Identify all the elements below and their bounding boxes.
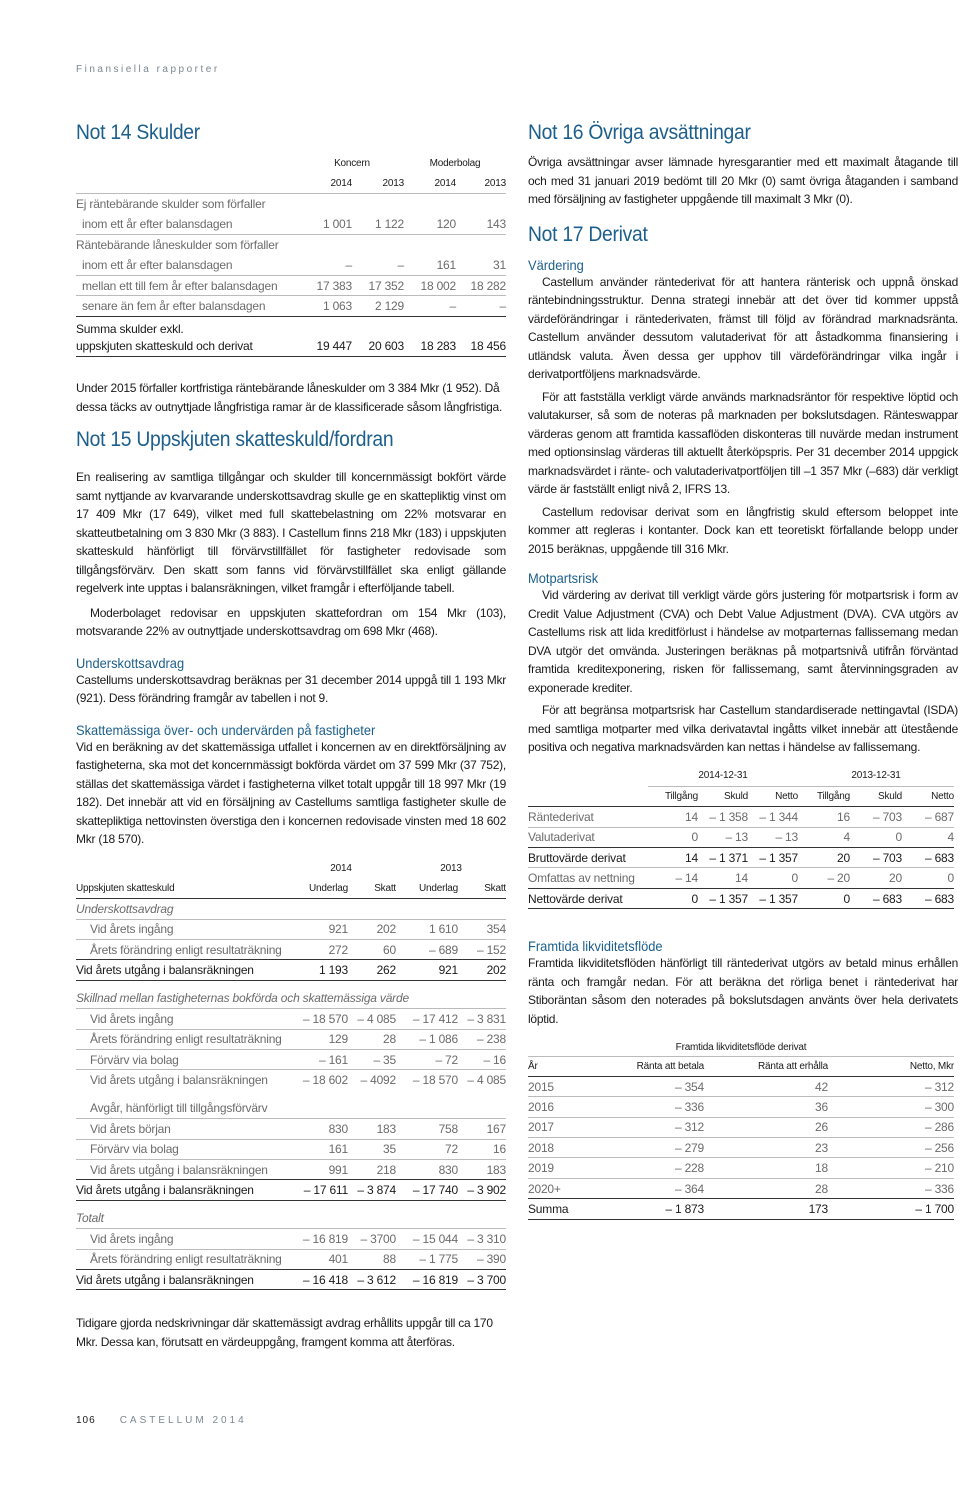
cell: 202 [376, 922, 396, 937]
not17-paragraph-6: Framtida likviditetsflöden hänförligt till räntederivat utgörs av betald minus erhållen ränta och framgår nedan. För att beräkna det rörliga benet i räntederivat har Stiboräntan såsom den noterades på bokslutsdagen använts över hela derivatets löptid. [528, 956, 958, 1026]
cell: – 689 [428, 942, 458, 957]
cell: 991 [328, 1162, 348, 1177]
footer-brand: CASTELLUM 2014 [119, 1415, 247, 1426]
section-label: Avgår, hänförligt till tillgångsförvärv [90, 1101, 268, 1116]
sum-cell: – 1 700 [915, 1201, 954, 1216]
motpartsrisk-heading: Motpartsrisk [528, 570, 599, 586]
date-header: 2014-12-31 [648, 766, 798, 786]
cell: – 1 357 [709, 891, 748, 906]
cell: – 210 [924, 1161, 954, 1176]
group-koncern: Koncern [334, 157, 370, 169]
row-label: Årets förändring enligt resultaträkning [90, 1252, 282, 1267]
table-row [76, 1009, 506, 1029]
cell: – 336 [924, 1181, 954, 1196]
cell: 60 [383, 942, 396, 957]
cell: 2 129 [374, 298, 404, 313]
cell: 1 001 [322, 217, 352, 232]
flow-table-wrap [528, 1040, 954, 1220]
cell: 20 [889, 871, 902, 886]
cell: 0 [791, 871, 798, 886]
cell: – 1 371 [709, 850, 748, 865]
cell: – 17 412 [412, 1011, 458, 1026]
col-header: Netto [931, 791, 954, 803]
cell: 28 [815, 1181, 828, 1196]
cell: – 18 570 [302, 1011, 348, 1026]
table-row [76, 1139, 506, 1159]
col-header: Ränta att betala [636, 1060, 704, 1072]
cell: – 152 [476, 942, 506, 957]
cell: – 1 775 [419, 1252, 458, 1267]
vardering-heading: Värdering [528, 256, 584, 273]
year-header: 2013 [382, 177, 404, 189]
col-header: Skatt [374, 882, 396, 894]
cell: – 16 [483, 1052, 506, 1067]
cell: – 683 [924, 891, 954, 906]
year-header: 2013 [440, 862, 462, 874]
not15-section [76, 428, 506, 849]
table-row [76, 1159, 506, 1179]
sum-cell: 20 603 [368, 339, 404, 354]
cell: – 300 [924, 1099, 954, 1114]
cell: 262 [376, 963, 396, 978]
table-row [76, 1050, 506, 1070]
section-label: Underskottsavdrag [76, 901, 174, 916]
table-row [528, 1097, 954, 1117]
sum-label: uppskjuten skatteskuld och derivat [76, 339, 253, 354]
cell: 20 [837, 850, 850, 865]
cell: 31 [493, 257, 506, 272]
not14-table [76, 153, 506, 357]
cell: – 1 086 [419, 1032, 458, 1047]
table-row [76, 1229, 506, 1249]
cell: 202 [486, 963, 506, 978]
cell: 2018 [528, 1140, 554, 1155]
col-header: Tillgång [816, 791, 850, 803]
col-header: Underlag [419, 882, 458, 894]
cell: 1 122 [374, 217, 404, 232]
cell: – 20 [827, 871, 850, 886]
cell: 72 [445, 1142, 458, 1157]
not17-paragraph-4: Vid värdering av derivat till verkligt värde görs justering för motpartsrisk i form av Credit Value Adjustment (CVA) och Debt Value Adjustment (DVA). CVA utgörs av Castellums risk att lida kreditförlust i händelse av motparternas fallissemang medan DVA utgör det omvända. Justeringen beräknas på motpartsnivå utifrån förväntad framtida kreditexponering, risken för fallissemang, samt återvinningsgraden av exponerade krediter. [528, 588, 958, 695]
not15-paragraph-4: Vid en beräkning av det skattemässiga utfallet i koncernen av en direktförsäljning av fastigheterna, ska mot det koncernmässigt bokförda värdet om 37 599 Mkr (37 752), ställas det skattemässiga värdet i fastigheterna vilket totalt uppgår till 18 997 Mkr (19 182). Det innebär att vid en försäljning av Castellums samtliga fastigheter skulle de skattepliktiga nettovinsten överstiga den i koncernen redovisade vinsten med 18 602 Mkr (18 570). [76, 739, 506, 846]
cell: 183 [376, 1121, 396, 1136]
cell: – 336 [674, 1099, 704, 1114]
cell: 354 [486, 922, 506, 937]
cell: – 279 [674, 1140, 704, 1155]
col-header: Skuld [723, 791, 748, 803]
row-label: Vid årets ingång [90, 922, 174, 937]
cell: 921 [438, 963, 458, 978]
section-label: Skillnad mellan fastigheternas bokförda och skattemässiga värde [76, 991, 409, 1006]
group-moderbolag: Moderbolag [429, 157, 481, 169]
sum-label: Summa [528, 1201, 569, 1216]
row-label: Vid årets utgång i balansräkningen [76, 1183, 254, 1198]
col-header: Netto, Mkr [909, 1060, 954, 1072]
table-row [76, 960, 506, 980]
year-header: 2014 [434, 177, 456, 189]
table-row [76, 940, 506, 960]
row-label: Vid årets ingång [90, 1231, 174, 1246]
cell: 18 002 [420, 278, 456, 293]
row-label: Årets förändring enligt resultaträkning [90, 942, 282, 957]
table-row [76, 1070, 506, 1090]
table-row [528, 1076, 954, 1096]
cell: 1 193 [318, 963, 348, 978]
cell: 129 [328, 1032, 348, 1047]
cell: 830 [438, 1162, 458, 1177]
cell: – 687 [924, 809, 954, 824]
cell: 2019 [528, 1161, 554, 1176]
cell: 2020+ [528, 1181, 561, 1196]
not17-paragraph-1: Castellum använder räntederivat för att hantera ränterisk och uppnå önskad räntebindningsstruktur. Denna strategi innebär att det över tid kommer uppstå värdeförändringar i räntederivaten, främst till följd av förändrad marknadsränta. Castellum använder dessutom valutaderivat för att åstadkomma finansiering i utländsk valuta. Även dessa ger upphov till värdeförändringar vilka ingår i derivatportföljens marknadsvärde. [528, 274, 958, 381]
date-header: 2013-12-31 [798, 766, 954, 786]
derivat-table-wrap [528, 766, 954, 909]
cell: 23 [815, 1140, 828, 1155]
cell: – 1 357 [759, 891, 798, 906]
cell: 183 [486, 1162, 506, 1177]
row-label: Vid årets ingång [90, 1011, 174, 1026]
table-row [528, 827, 954, 847]
cell: – 3 902 [467, 1183, 506, 1198]
table-row [528, 1158, 954, 1178]
cell: – 4 085 [357, 1011, 396, 1026]
flow-table [528, 1040, 954, 1220]
cell: 0 [895, 830, 902, 845]
cell: – 238 [476, 1032, 506, 1047]
cell: 921 [328, 922, 348, 937]
row-label: Vid årets utgång i balansräkningen [90, 1073, 268, 1088]
derivat-table [528, 766, 954, 909]
col-header: År [528, 1060, 538, 1072]
table-row [76, 1249, 506, 1269]
cell: 42 [815, 1079, 828, 1094]
cell: – 286 [924, 1120, 954, 1135]
row-label: Förvärv via bolag [90, 1142, 179, 1157]
cell: 2017 [528, 1120, 554, 1135]
cell: – 683 [924, 850, 954, 865]
table-row [76, 1119, 506, 1139]
cell: 4 [843, 830, 850, 845]
row-label: inom ett år efter balansdagen [82, 217, 233, 232]
right-column [528, 121, 960, 757]
cell: 0 [843, 891, 850, 906]
cell: – 18 602 [302, 1073, 348, 1088]
cell: – 3 831 [467, 1011, 506, 1026]
cell: 88 [383, 1252, 396, 1267]
table-row [76, 919, 506, 939]
cell: – 354 [674, 1079, 704, 1094]
cell: – 703 [872, 809, 902, 824]
table-row [528, 1178, 954, 1198]
cell: – 390 [476, 1252, 506, 1267]
row-label: Vid årets utgång i balansräkningen [76, 1272, 254, 1287]
cell: 167 [486, 1121, 506, 1136]
cell: – 15 044 [412, 1231, 458, 1246]
cell: 161 [328, 1142, 348, 1157]
cell: – 312 [924, 1079, 954, 1094]
skatt-heading: Skattemässiga över- och undervärden på fastigheter [76, 721, 376, 738]
row-label: Årets förändring enligt resultaträkning [90, 1032, 282, 1047]
col-header: Ränta att erhålla [758, 1060, 828, 1072]
col-header: Skatt [484, 882, 506, 894]
cell: – 13 [775, 830, 798, 845]
cell: – 16 418 [302, 1272, 348, 1287]
cell: 120 [436, 217, 456, 232]
cell: 0 [947, 871, 954, 886]
row-label: Bruttovärde derivat [528, 850, 626, 865]
sum-cell: – 1 873 [665, 1201, 704, 1216]
cell: – 4092 [360, 1073, 396, 1088]
cell: – 683 [872, 891, 902, 906]
cell: – 3700 [360, 1231, 396, 1246]
cell: 14 [735, 871, 748, 886]
sum-label: Summa skulder exkl. [76, 321, 184, 336]
cell: 0 [691, 830, 698, 845]
row-label: Förvärv via bolag [90, 1052, 179, 1067]
framtida-section [528, 938, 958, 1028]
cell: – 703 [872, 850, 902, 865]
table-row [76, 1269, 506, 1289]
cell: – 4 085 [467, 1073, 506, 1088]
cell: – [499, 298, 506, 313]
cell: 4 [947, 830, 954, 845]
row-label: senare än fem år efter balansdagen [82, 298, 266, 313]
row-label: Vid årets utgång i balansräkningen [76, 963, 254, 978]
cell: – 16 819 [412, 1272, 458, 1287]
cell: 272 [328, 942, 348, 957]
cell: 26 [815, 1120, 828, 1135]
col-header: Netto [775, 791, 798, 803]
cell: – 18 570 [412, 1073, 458, 1088]
table-row [528, 848, 954, 868]
not14-note: Under 2015 förfaller kortfristiga räntebärande låneskulder om 3 384 Mkr (1 952). Då dessa täcks av outnyttjade långfristiga ramar är de klassificerade såsom långfristiga. [76, 381, 503, 414]
cell: 1 610 [428, 922, 458, 937]
underskott-heading: Underskottsavdrag [76, 654, 185, 671]
cell: – 1 357 [759, 850, 798, 865]
cell: – 312 [674, 1120, 704, 1135]
cell: 401 [328, 1252, 348, 1267]
not14-section [76, 121, 506, 416]
cell: – 3 612 [357, 1272, 396, 1287]
cell: 18 282 [470, 278, 506, 293]
table-row [528, 807, 954, 827]
not16-title: Not 16 Övriga avsättningar [528, 121, 751, 144]
cell: 143 [486, 217, 506, 232]
running-header: Finansiella rapporter [76, 64, 220, 75]
cell: – 35 [373, 1052, 396, 1067]
cell: – 3 874 [357, 1183, 396, 1198]
row-label: mellan ett till fem år efter balansdagen [82, 278, 278, 293]
cell: – 16 819 [302, 1231, 348, 1246]
cell: 830 [328, 1121, 348, 1136]
cell: – [345, 257, 352, 272]
flow-caption: Framtida likviditetsflöde derivat [675, 1042, 807, 1054]
cell: 14 [685, 809, 698, 824]
cell: 17 383 [316, 278, 352, 293]
not15-title: Not 15 Uppskjuten skatteskuld/fordran [76, 428, 394, 451]
not17-paragraph-3: Castellum redovisar derivat som en långfristig skuld eftersom beloppet inte kommer att regleras i kontanter. Dock kan ett teoretiskt förfallande belopp under 2015 beräknas, uppgående till 316 Mkr. [528, 504, 958, 556]
not15-paragraph-3: Castellums underskottsavdrag beräknas per 31 december 2014 uppgå till 1 193 Mkr (921). Dess förändring framgår av tabellen i not 9. [76, 672, 506, 705]
row-label: Valutaderivat [528, 830, 595, 845]
section-label: Totalt [76, 1211, 104, 1226]
table-row [528, 1117, 954, 1137]
row-label: Nettovärde derivat [528, 891, 623, 906]
cell: 758 [438, 1121, 458, 1136]
cell: 28 [383, 1032, 396, 1047]
cell: 17 352 [368, 278, 404, 293]
cell: 16 [493, 1142, 506, 1157]
year-header: 2014 [330, 862, 352, 874]
not14-title: Not 14 Skulder [76, 121, 200, 144]
cell: 35 [383, 1142, 396, 1157]
not17-paragraph-5: För att begränsa motpartsrisk har Castellum standardiserade nettingavtal (ISDA) med samtliga motparter med vilka derivatavtal ingåtts vilket innebär att ütestående positiva och negativa marknadsvärden kan nettas i händelse av fallissemang. [528, 703, 958, 754]
not17-paragraph-2: För att fastställa verkligt värde används marknadsräntor för respektive löptid och valutakurser, så som de noteras på marknaden per bokslutsdagen. Ränteswappar värderas genom att framtida kassaflöden diskonteras till nuvärde medan instrument med optionsinslag värderas till aktuellt återköpspris. Per 31 december 2014 uppgick marknadsvärdet i ränte- och valutaderivatportföljen till –1 357 Mkr (–683) där verkligt värde är fastställt enligt nivå 2, IFRS 13. [528, 389, 958, 496]
cell: 2015 [528, 1079, 554, 1094]
cell: 2016 [528, 1099, 554, 1114]
cell: 1 063 [322, 298, 352, 313]
not15-note: Tidigare gjorda nedskrivningar där skattemässigt avdrag erhållits uppgår till ca 170 Mkr. Dessa kan, förutsatt en värdeuppgång, framgent komma att återföras. [76, 1316, 493, 1349]
skatteskuld-table [76, 858, 506, 1290]
cell: – 256 [924, 1140, 954, 1155]
table-row [528, 888, 954, 908]
page-footer [76, 1415, 247, 1426]
row-label: Vid årets början [90, 1121, 171, 1136]
cell: – 72 [435, 1052, 458, 1067]
cell: – [397, 257, 404, 272]
not16-paragraph: Övriga avsättningar avser lämnade hyresgarantier med ett maximalt åtagande till och med 31 januari 2019 bedömt till 20 Mkr (0) samt övriga åtaganden i samband med försäljning av fastigheter uppgående till maximalt 3 Mkr (0). [528, 155, 958, 206]
cell: 161 [436, 257, 456, 272]
row-label: Vid årets utgång i balansräkningen [90, 1162, 268, 1177]
row-label: Räntederivat [528, 809, 594, 824]
cell: 14 [685, 850, 698, 865]
col-header: Underlag [309, 882, 348, 894]
cell: – 17 611 [303, 1183, 348, 1198]
cell: – 228 [674, 1161, 704, 1176]
cell: 18 [815, 1161, 828, 1176]
cell: – 1 358 [709, 809, 748, 824]
year-header: 2014 [330, 177, 352, 189]
sum-cell: 173 [808, 1201, 828, 1216]
cell: – 17 740 [412, 1183, 458, 1198]
framtida-heading: Framtida likviditetsflöde [528, 938, 663, 954]
cell: 0 [691, 891, 698, 906]
not15-paragraph-2: Moderbolaget redovisar en uppskjuten skattefordran om 154 Mkr (103), motsvarande 22% av outnyttjade underskottsavdrag om 698 Mkr (468). [76, 605, 506, 638]
cell: 16 [837, 809, 850, 824]
cell: – 161 [318, 1052, 348, 1067]
table-row [76, 1029, 506, 1049]
not15-paragraph-1: En realisering av samtliga tillgångar och skulder till koncernmässigt bokfört värde samt nyttjande av kvarvarande underskottsavdrag skulle ge en skattepliktig vinst om 17 409 Mkr (17 649), vilket med full skattebelastning om 22% motsvarar en skatteutbetalning om 3 830 Mkr (3 883). I Castellum finns 218 Mkr (183) i uppskjuten skatteskuld hänförligt till förvärvstillfället för fastigheter redovisade som tillgångsförvärv. Den skatt som fanns vid förvärvstillfället ska enligt gällande regelverk inte upptas i balansräkningen, vilket framgår i efterföljande tabell. [76, 470, 506, 595]
cell: – 3 310 [467, 1231, 506, 1246]
not17-title: Not 17 Derivat [528, 222, 648, 246]
cell: – 3 700 [467, 1272, 506, 1287]
cell: 218 [376, 1162, 396, 1177]
sum-cell: 18 283 [420, 339, 456, 354]
cell: 36 [815, 1099, 828, 1114]
table-row [76, 1180, 506, 1200]
col-header: Uppskjuten skatteskuld [76, 882, 175, 894]
col-header: Skuld [877, 791, 902, 803]
cell: – 364 [674, 1181, 704, 1196]
cell: – 1 344 [759, 809, 798, 824]
year-header: 2013 [484, 177, 506, 189]
sum-cell: 18 456 [470, 339, 506, 354]
row-label: Omfattas av nettning [528, 871, 635, 886]
row-label: Ej räntebärande skulder som förfaller [76, 197, 266, 212]
skatteskuld-table-wrap [76, 858, 506, 1351]
col-header: Tillgång [664, 791, 698, 803]
row-label: Räntebärande låneskulder som förfaller [76, 238, 279, 252]
cell: – [449, 298, 456, 313]
table-row [528, 1138, 954, 1158]
cell: – 13 [725, 830, 748, 845]
sum-cell: 19 447 [316, 339, 352, 354]
cell: – 14 [675, 871, 698, 886]
table-row [528, 868, 954, 888]
row-label: inom ett år efter balansdagen [82, 257, 233, 272]
page-number: 106 [76, 1415, 96, 1426]
